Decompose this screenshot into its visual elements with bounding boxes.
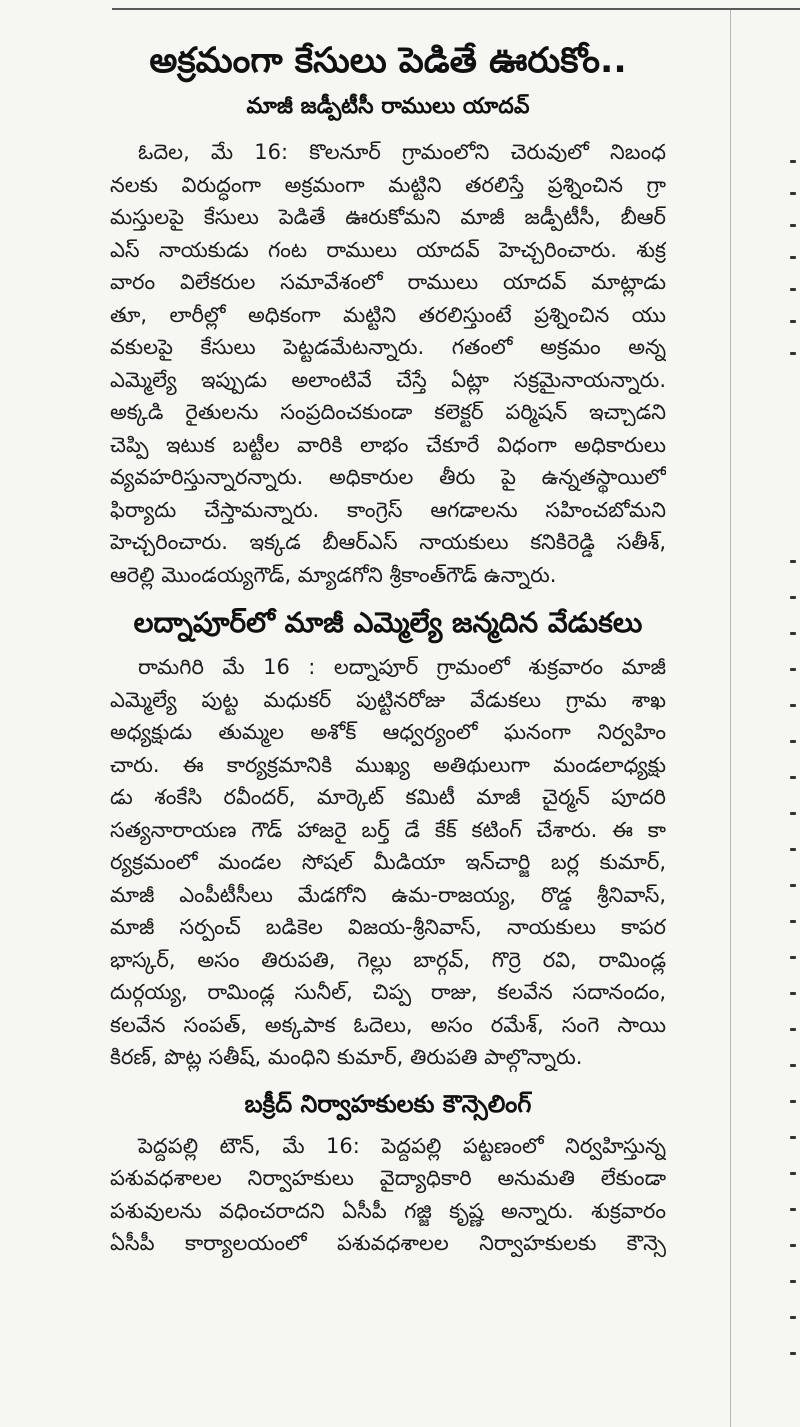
body-line: అధ్యక్షుడు తుమ్మల అశోక్ ఆధ్వర్యంలో ఘనంగా నిర్వహిం	[110, 720, 666, 744]
text-fragment-mark	[790, 1280, 796, 1283]
body-line: అక్కడి రైతులను సంప్రదించకుండా కలెక్టర్ పర్మిషన్ ఇచ్చాడని	[110, 400, 666, 424]
body-line: ఎమ్మెల్యే పుట్ట మధుకర్ పుట్టినరోజు వేడుకలు గ్రామ శాఖ	[110, 687, 666, 712]
text-fragment-mark	[790, 884, 796, 887]
body-line: ఓదెల, మే 16: కొలనూర్ గ్రామంలోని చెరువులో నిబంధ	[138, 140, 666, 164]
text-fragment-mark	[790, 920, 796, 923]
top-rule	[112, 8, 800, 10]
body-line: ఎమ్మెల్యే ఇప్పుడు అలాంటివే చేస్తే ఏట్లా సక్రమైనాయన్నారు.	[110, 367, 666, 392]
article-body	[110, 136, 666, 591]
body-line: డు శంకేసి రవీందర్, మార్కెట్ కమిటీ మాజీ చైర్మన్ పూదరి	[110, 785, 666, 809]
article-illegal-cases	[110, 38, 666, 591]
text-fragment-mark	[790, 1172, 796, 1175]
body-line: చెప్పి ఇటుక బట్టీల వారికి లాభం చేకూరే విధంగా అధికారులు	[110, 432, 666, 457]
text-fragment-mark	[790, 160, 796, 163]
article-headline: బక్రీద్ నిర్వాహకులకు కౌన్సెలింగ్	[244, 1089, 532, 1118]
text-fragment-mark	[790, 1100, 796, 1103]
body-line: మాజీ సర్పంచ్ బడికెల విజయ-శ్రీనివాస్, నాయకులు కాపర	[110, 915, 666, 939]
body-line: చారు. ఈ కార్యక్రమానికి ముఖ్య అతిథులుగా మండలాధ్యక్షు	[110, 752, 666, 777]
text-fragment-mark	[790, 1028, 796, 1031]
body-line: వకులపై కేసులు పెట్టడమేటన్నారు. గతంలో అక్రమం అన్న	[110, 335, 666, 359]
body-line: హెచ్చరించారు. ఇక్కడ బీఆర్ఎస్ నాయకులు కనికిరెడ్డి సతీశ్,	[110, 530, 666, 554]
text-fragment-mark	[790, 224, 796, 227]
text-fragment-mark	[790, 320, 796, 323]
text-fragment-mark	[790, 848, 796, 851]
body-line: మస్తులపై కేసులు పెడితే ఊరుకోమని మాజీ జడ్పీటీసీ, బీఆర్	[110, 205, 666, 229]
article-birthday	[110, 605, 666, 1074]
text-fragment-mark	[790, 1316, 796, 1319]
text-fragment-mark	[790, 1352, 796, 1355]
text-fragment-mark	[790, 596, 796, 599]
body-line: దుర్గయ్య, రామిండ్ల సునీల్, చిప్ప రాజు, కలవేన సదానందం,	[110, 980, 666, 1004]
text-fragment-mark	[790, 1208, 796, 1211]
text-fragment-mark	[790, 256, 796, 259]
text-fragment-mark	[790, 812, 796, 815]
text-fragment-mark	[790, 560, 796, 563]
body-line: వ్యవహరిస్తున్నారన్నారు. అధికారుల తీరు పై ఉన్నతస్థాయిలో	[110, 465, 666, 489]
text-fragment-mark	[790, 632, 796, 635]
text-fragment-mark	[790, 992, 796, 995]
body-line: రామగిరి మే 16 : లద్నాపూర్ గ్రామంలో శుక్రవారం మాజీ	[138, 655, 666, 679]
text-fragment-mark	[790, 704, 796, 707]
text-fragment-mark	[790, 192, 796, 195]
body-line: ఫిర్యాదు చేస్తామన్నారు. కాంగ్రెస్ ఆగడాలను సహించబోమని	[110, 497, 666, 522]
body-line: ఎస్ నాయకుడు గంట రాములు యాదవ్ హెచ్చరించారు. శుక్ర	[110, 237, 666, 262]
next-column-edge	[790, 0, 800, 1427]
body-line: కిరణ్, పొట్ల సతీష్, మంధిని కుమార్, తిరుపతి పాల్గొన్నారు.	[110, 1045, 583, 1069]
article-headline: అక్రమంగా కేసులు పెడితే ఊరుకోం..	[149, 41, 627, 81]
article-byline: మాజీ జడ్పీటీసీ రాములు యాదవ్	[246, 94, 530, 119]
body-line: పశువధశాలల నిర్వాహకులు వైద్యాధికారి అనుమతి లేకుండా	[110, 1166, 666, 1190]
article-column	[110, 30, 666, 1260]
article-body	[110, 651, 666, 1074]
column-divider	[730, 10, 731, 1427]
body-line: నలకు విరుద్ధంగా అక్రమంగా మట్టిని తరలిస్తే ప్రశ్నించిన గ్రా	[110, 172, 666, 197]
body-line: పశువులను వధించరాదని ఏసీపీ గజ్జి కృష్ణ అన్నారు. శుక్రవారం	[110, 1198, 666, 1223]
text-fragment-mark	[790, 1244, 796, 1247]
body-line: వారం విలేకరుల సమావేశంలో రాములు యాదవ్ మాట్లాడు	[110, 270, 666, 294]
text-fragment-mark	[790, 1136, 796, 1139]
body-line: మాజీ ఎంపీటీసీలు మేడగోని ఉమ-రాజయ్య, రొడ్డ శ్రీనివాస్,	[110, 882, 666, 907]
article-headline: లద్నాపూర్‌లో మాజీ ఎమ్మెల్యే జన్మదిన వేడుకలు	[133, 606, 643, 639]
text-fragment-mark	[790, 352, 796, 355]
text-fragment-mark	[790, 1064, 796, 1067]
text-fragment-mark	[790, 956, 796, 959]
text-fragment-mark	[790, 288, 796, 291]
body-line: ఏసీపీ కార్యాలయంలో పశువధశాలల నిర్వాహకులకు కౌన్సె	[110, 1231, 666, 1255]
body-line: కలవేన సంపత్, అక్కపాక ఓదెలు, అసం రమేశ్, సంగె సాయి	[110, 1012, 666, 1037]
article-body	[110, 1130, 666, 1260]
body-line: ర్యక్రమంలో మండల సోషల్ మీడియా ఇన్‌చార్జి బర్ల కుమార్,	[110, 850, 666, 874]
text-fragment-mark	[790, 668, 796, 671]
body-line: ఆరెల్లి మొండయ్యగౌడ్, మ్యాడగోని శ్రీకాంత్‌గౌడ్ ఉన్నారు.	[110, 562, 557, 587]
text-fragment-mark	[790, 776, 796, 779]
body-line: తూ, లారీల్లో అధికంగా మట్టిని తరలిస్తుంటే ప్రశ్నించిన యు	[110, 302, 666, 327]
text-fragment-mark	[790, 740, 796, 743]
body-line: పెద్దపల్లి టౌన్, మే 16: పెద్దపల్లి పట్టణంలో నిర్వహిస్తున్న	[138, 1133, 666, 1158]
body-line: సత్యనారాయణ గౌడ్ హాజరై బర్త్ డే కేక్ కటింగ్ చేశారు. ఈ కా	[110, 817, 666, 842]
body-line: భాస్కర్, అసం తిరుపతి, గెల్లు బార్గవ్, గొర్రె రవి, రామిండ్ల	[110, 947, 666, 972]
article-bakrid-counselling	[110, 1088, 666, 1260]
